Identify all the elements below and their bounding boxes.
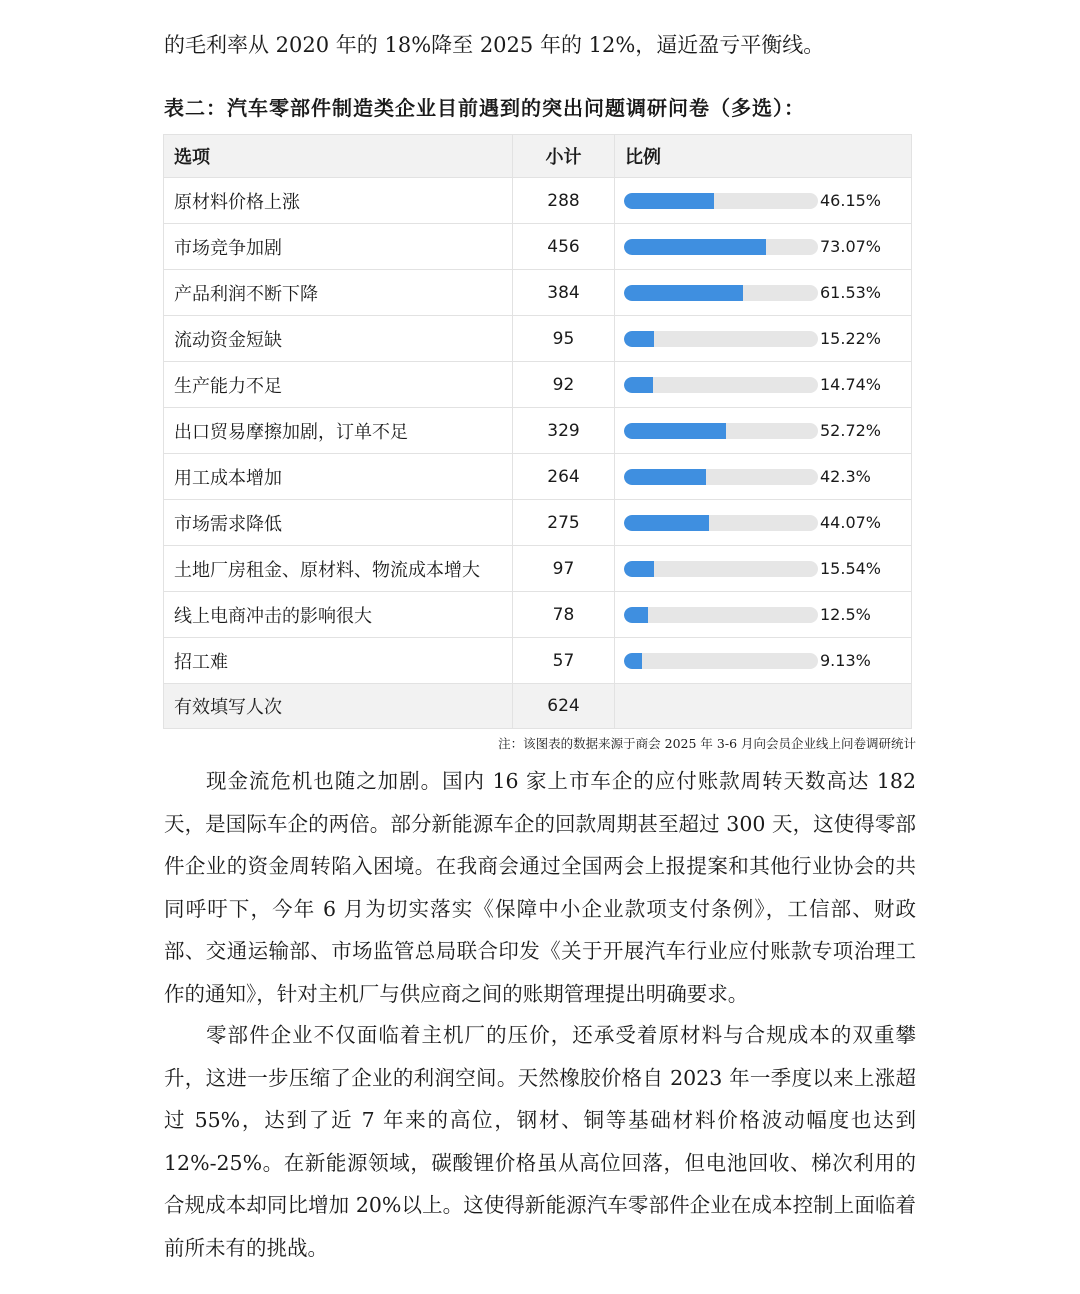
option-label: 市场竞争加剧 (164, 224, 513, 270)
option-label: 原材料价格上涨 (164, 178, 513, 224)
ratio-percent: 73.07% (820, 237, 882, 256)
option-label: 生产能力不足 (164, 362, 513, 408)
option-label: 产品利润不断下降 (164, 270, 513, 316)
ratio-percent: 14.74% (820, 375, 882, 394)
option-label: 市场需求降低 (164, 500, 513, 546)
table-row (164, 270, 912, 316)
ratio-percent: 52.72% (820, 421, 882, 440)
option-count: 275 (513, 500, 615, 546)
progress-bar-track (624, 653, 818, 669)
paragraph-2: 零部件企业不仅面临着主机厂的压价，还承受着原材料与合规成本的双重攀升，这进一步压缩了企业的利润空间。天然橡胶价格自 2023 年一季度以来上涨超过 55%，达到了近 7 年来的高位，钢材、铜等基础材料价格波动幅度也达到 12%-25%。在新能源领域，碳酸锂价格虽从高位回落，但电池回收、梯次利用的合规成本却同比增加 20%以上。这使得新能源汽车零部件企业在成本控制上面临着前所未有的挑战。 (164, 1023, 916, 1260)
ratio-cell (615, 408, 912, 454)
ratio-percent: 12.5% (820, 605, 871, 624)
table-row (164, 178, 912, 224)
progress-bar-track (624, 377, 818, 393)
progress-bar-track (624, 561, 818, 577)
option-count: 384 (513, 270, 615, 316)
table-row (164, 454, 912, 500)
ratio-bar-group (624, 651, 911, 670)
table-body (164, 178, 912, 729)
ratio-cell (615, 546, 912, 592)
table-row (164, 592, 912, 638)
option-count: 329 (513, 408, 615, 454)
header-option: 选项 (164, 135, 513, 178)
progress-bar-fill (624, 377, 653, 393)
ratio-bar-group (624, 283, 911, 302)
ratio-cell (615, 592, 912, 638)
table-row (164, 362, 912, 408)
ratio-bar-group (624, 329, 911, 348)
ratio-bar-group (624, 421, 911, 440)
progress-bar-fill (624, 239, 766, 255)
option-label: 线上电商冲击的影响很大 (164, 592, 513, 638)
ratio-percent: 61.53% (820, 283, 882, 302)
total-count: 624 (513, 684, 615, 729)
ratio-bar-group (624, 191, 911, 210)
ratio-bar-group (624, 467, 911, 486)
progress-bar-fill (624, 561, 654, 577)
table-row (164, 638, 912, 684)
header-ratio: 比例 (615, 135, 912, 178)
progress-bar-fill (624, 285, 743, 301)
progress-bar-track (624, 469, 818, 485)
progress-bar-fill (624, 653, 642, 669)
ratio-percent: 46.15% (820, 191, 882, 210)
option-count: 456 (513, 224, 615, 270)
table-row (164, 408, 912, 454)
option-count: 57 (513, 638, 615, 684)
option-count: 78 (513, 592, 615, 638)
ratio-cell (615, 454, 912, 500)
ratio-percent: 15.22% (820, 329, 882, 348)
option-label: 用工成本增加 (164, 454, 513, 500)
ratio-cell (615, 316, 912, 362)
table-row (164, 500, 912, 546)
progress-bar-track (624, 607, 818, 623)
progress-bar-track (624, 423, 818, 439)
table-row (164, 316, 912, 362)
paragraph-1: 现金流危机也随之加剧。国内 16 家上市车企的应付账款周转天数高达 182 天，是国际车企的两倍。部分新能源车企的回款周期甚至超过 300 天，这使得零部件企业的资金周转陷入困境。在我商会通过全国两会上报提案和其他行业协会的共同呼吁下，今年 6 月为切实落实《保障中小企业款项支付条例》，工信部、财政部、交通运输部、市场监管总局联合印发《关于开展汽车行业应付账款专项治理工作的通知》，针对主机厂与供应商之间的账期管理提出明确要求。 (164, 769, 916, 1006)
ratio-bar-group (624, 375, 911, 394)
option-count: 92 (513, 362, 615, 408)
ratio-percent: 42.3% (820, 467, 871, 486)
table-row-total (164, 684, 912, 729)
total-label: 有效填写人次 (164, 684, 513, 729)
table-note: 注：该图表的数据来源于商会 2025 年 3-6 月向会员企业线上问卷调研统计 (498, 736, 916, 751)
progress-bar-track (624, 285, 818, 301)
table-row (164, 224, 912, 270)
progress-bar-track (624, 331, 818, 347)
progress-bar-fill (624, 607, 648, 623)
ratio-cell (615, 500, 912, 546)
option-label: 土地厂房租金、原材料、物流成本增大 (164, 546, 513, 592)
ratio-cell (615, 638, 912, 684)
survey-table (163, 134, 912, 729)
progress-bar-fill (624, 193, 714, 209)
ratio-cell (615, 270, 912, 316)
progress-bar-fill (624, 423, 726, 439)
progress-bar-track (624, 515, 818, 531)
header-count: 小计 (513, 135, 615, 178)
option-count: 288 (513, 178, 615, 224)
total-empty-cell (615, 684, 912, 729)
table-title: 表二：汽车零部件制造类企业目前遇到的突出问题调研问卷（多选）： (164, 96, 805, 120)
ratio-percent: 9.13% (820, 651, 871, 670)
body-text-line: 的毛利率从 2020 年的 18%降至 2025 年的 12%，逼近盈亏平衡线。 (164, 33, 825, 57)
progress-bar-track (624, 193, 818, 209)
ratio-cell (615, 178, 912, 224)
ratio-bar-group (624, 237, 911, 256)
ratio-bar-group (624, 559, 911, 578)
progress-bar-track (624, 239, 818, 255)
option-count: 95 (513, 316, 615, 362)
progress-bar-fill (624, 515, 709, 531)
ratio-bar-group (624, 513, 911, 532)
table-header-row (164, 135, 912, 178)
ratio-percent: 15.54% (820, 559, 882, 578)
option-label: 流动资金短缺 (164, 316, 513, 362)
ratio-bar-group (624, 605, 911, 624)
option-count: 264 (513, 454, 615, 500)
option-label: 招工难 (164, 638, 513, 684)
progress-bar-fill (624, 331, 654, 347)
option-label: 出口贸易摩擦加剧，订单不足 (164, 408, 513, 454)
table-row (164, 546, 912, 592)
progress-bar-fill (624, 469, 706, 485)
ratio-cell (615, 362, 912, 408)
ratio-cell (615, 224, 912, 270)
ratio-percent: 44.07% (820, 513, 882, 532)
option-count: 97 (513, 546, 615, 592)
